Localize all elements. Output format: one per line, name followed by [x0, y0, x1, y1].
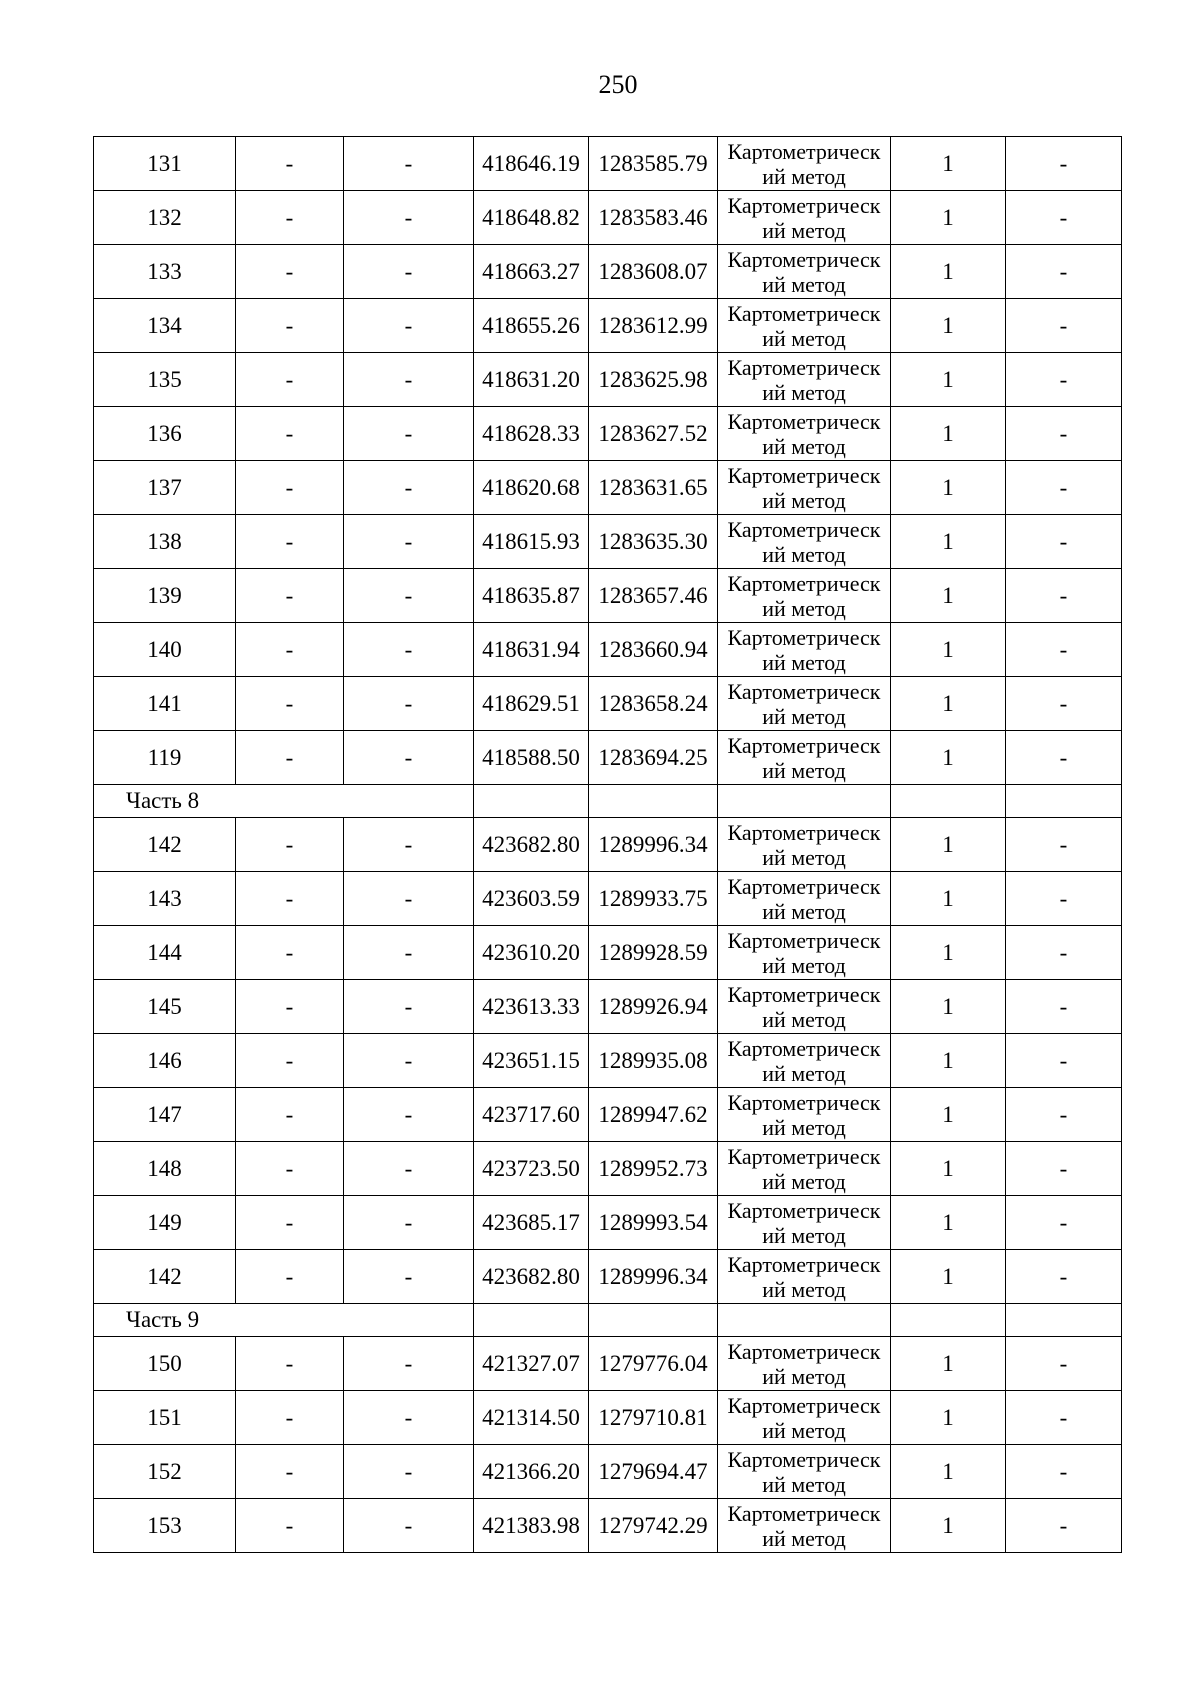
method-line-1: Картометрическ [727, 1089, 881, 1115]
dash-cell: - [236, 1196, 344, 1250]
x-coordinate-cell: 421327.07 [474, 1337, 589, 1391]
method-line-2: ий метод [762, 271, 846, 297]
x-coordinate-cell: 423651.15 [474, 1034, 589, 1088]
accuracy-cell: 1 [891, 926, 1006, 980]
dash-cell: - [236, 407, 344, 461]
dash-cell: - [1006, 191, 1122, 245]
dash-cell: - [1006, 1088, 1122, 1142]
empty-cell [1006, 1304, 1122, 1337]
accuracy-cell: 1 [891, 299, 1006, 353]
y-coordinate-cell: 1279694.47 [589, 1445, 718, 1499]
table-row [94, 407, 1122, 461]
table-row [94, 1391, 1122, 1445]
table-row [94, 926, 1122, 980]
dash-cell: - [344, 731, 474, 785]
dash-cell: - [236, 461, 344, 515]
x-coordinate-cell: 418620.68 [474, 461, 589, 515]
part-label: Часть 8 [94, 785, 474, 818]
dash-cell: - [344, 1250, 474, 1304]
method-line-2: ий метод [762, 703, 846, 729]
part-label: Часть 9 [94, 1304, 474, 1337]
dash-cell: - [1006, 1337, 1122, 1391]
method-cell [718, 926, 891, 980]
accuracy-cell: 1 [891, 137, 1006, 191]
x-coordinate-cell: 423717.60 [474, 1088, 589, 1142]
x-coordinate-cell: 423685.17 [474, 1196, 589, 1250]
point-number-cell: 152 [94, 1445, 236, 1499]
x-coordinate-cell: 418648.82 [474, 191, 589, 245]
method-line-1: Картометрическ [727, 1251, 881, 1277]
table-row [94, 731, 1122, 785]
point-number-cell: 119 [94, 731, 236, 785]
accuracy-cell: 1 [891, 1034, 1006, 1088]
method-line-1: Картометрическ [727, 624, 881, 650]
dash-cell: - [236, 299, 344, 353]
dash-cell: - [236, 623, 344, 677]
dash-cell: - [1006, 299, 1122, 353]
method-line-1: Картометрическ [727, 408, 881, 434]
method-cell [718, 461, 891, 515]
x-coordinate-cell: 421383.98 [474, 1499, 589, 1553]
dash-cell: - [344, 137, 474, 191]
x-coordinate-cell: 418629.51 [474, 677, 589, 731]
method-cell [718, 191, 891, 245]
table-row [94, 980, 1122, 1034]
dash-cell: - [1006, 1499, 1122, 1553]
method-line-2: ий метод [762, 1222, 846, 1248]
table-row [94, 137, 1122, 191]
method-line-1: Картометрическ [727, 1035, 881, 1061]
dash-cell: - [1006, 461, 1122, 515]
y-coordinate-cell: 1279776.04 [589, 1337, 718, 1391]
dash-cell: - [236, 137, 344, 191]
y-coordinate-cell: 1279710.81 [589, 1391, 718, 1445]
dash-cell: - [344, 569, 474, 623]
method-line-2: ий метод [762, 649, 846, 675]
accuracy-cell: 1 [891, 1391, 1006, 1445]
dash-cell: - [344, 1445, 474, 1499]
method-line-2: ий метод [762, 1114, 846, 1140]
accuracy-cell: 1 [891, 872, 1006, 926]
y-coordinate-cell: 1289947.62 [589, 1088, 718, 1142]
point-number-cell: 131 [94, 137, 236, 191]
method-cell [718, 1250, 891, 1304]
y-coordinate-cell: 1283657.46 [589, 569, 718, 623]
x-coordinate-cell: 423603.59 [474, 872, 589, 926]
method-line-1: Картометрическ [727, 1500, 881, 1526]
x-coordinate-cell: 418635.87 [474, 569, 589, 623]
method-line-1: Картометрическ [727, 1143, 881, 1169]
dash-cell: - [236, 1337, 344, 1391]
dash-cell: - [344, 353, 474, 407]
empty-cell [891, 785, 1006, 818]
method-line-2: ий метод [762, 898, 846, 924]
empty-cell [474, 1304, 589, 1337]
accuracy-cell: 1 [891, 731, 1006, 785]
dash-cell: - [1006, 569, 1122, 623]
table-row [94, 623, 1122, 677]
y-coordinate-cell: 1289933.75 [589, 872, 718, 926]
table-row [94, 569, 1122, 623]
y-coordinate-cell: 1283694.25 [589, 731, 718, 785]
method-line-2: ий метод [762, 487, 846, 513]
y-coordinate-cell: 1289993.54 [589, 1196, 718, 1250]
y-coordinate-cell: 1283627.52 [589, 407, 718, 461]
dash-cell: - [236, 1499, 344, 1553]
point-number-cell: 138 [94, 515, 236, 569]
method-line-2: ий метод [762, 595, 846, 621]
point-number-cell: 148 [94, 1142, 236, 1196]
table-row [94, 1337, 1122, 1391]
dash-cell: - [1006, 677, 1122, 731]
table-row [94, 299, 1122, 353]
dash-cell: - [236, 818, 344, 872]
accuracy-cell: 1 [891, 818, 1006, 872]
dash-cell: - [236, 731, 344, 785]
method-cell [718, 872, 891, 926]
empty-cell [474, 785, 589, 818]
method-line-1: Картометрическ [727, 300, 881, 326]
dash-cell: - [344, 818, 474, 872]
method-cell [718, 245, 891, 299]
dash-cell: - [1006, 515, 1122, 569]
point-number-cell: 146 [94, 1034, 236, 1088]
table-row [94, 1142, 1122, 1196]
table-row [94, 1196, 1122, 1250]
y-coordinate-cell: 1283585.79 [589, 137, 718, 191]
x-coordinate-cell: 423682.80 [474, 818, 589, 872]
table-row [94, 353, 1122, 407]
method-line-1: Картометрическ [727, 873, 881, 899]
accuracy-cell: 1 [891, 1499, 1006, 1553]
method-line-2: ий метод [762, 952, 846, 978]
method-cell [718, 623, 891, 677]
y-coordinate-cell: 1283583.46 [589, 191, 718, 245]
method-line-2: ий метод [762, 1168, 846, 1194]
point-number-cell: 137 [94, 461, 236, 515]
x-coordinate-cell: 418663.27 [474, 245, 589, 299]
empty-cell [589, 785, 718, 818]
dash-cell: - [236, 980, 344, 1034]
method-line-1: Картометрическ [727, 678, 881, 704]
method-cell [718, 1337, 891, 1391]
accuracy-cell: 1 [891, 1088, 1006, 1142]
method-cell [718, 1445, 891, 1499]
dash-cell: - [1006, 1250, 1122, 1304]
empty-cell [1006, 785, 1122, 818]
accuracy-cell: 1 [891, 1250, 1006, 1304]
dash-cell: - [344, 299, 474, 353]
dash-cell: - [1006, 872, 1122, 926]
x-coordinate-cell: 418631.94 [474, 623, 589, 677]
method-line-1: Картометрическ [727, 138, 881, 164]
x-coordinate-cell: 423682.80 [474, 1250, 589, 1304]
dash-cell: - [344, 245, 474, 299]
x-coordinate-cell: 418655.26 [474, 299, 589, 353]
table-row [94, 1445, 1122, 1499]
dash-cell: - [344, 872, 474, 926]
table-row [94, 872, 1122, 926]
point-number-cell: 143 [94, 872, 236, 926]
coordinates-table [93, 136, 1122, 1553]
y-coordinate-cell: 1289928.59 [589, 926, 718, 980]
dash-cell: - [1006, 1142, 1122, 1196]
accuracy-cell: 1 [891, 407, 1006, 461]
y-coordinate-cell: 1283635.30 [589, 515, 718, 569]
empty-cell [589, 1304, 718, 1337]
y-coordinate-cell: 1283625.98 [589, 353, 718, 407]
accuracy-cell: 1 [891, 515, 1006, 569]
table-row [94, 461, 1122, 515]
method-line-1: Картометрическ [727, 1392, 881, 1418]
dash-cell: - [344, 1088, 474, 1142]
y-coordinate-cell: 1283631.65 [589, 461, 718, 515]
method-line-2: ий метод [762, 1006, 846, 1032]
table-row [94, 191, 1122, 245]
method-line-2: ий метод [762, 379, 846, 405]
method-line-1: Картометрическ [727, 927, 881, 953]
method-line-1: Картометрическ [727, 981, 881, 1007]
dash-cell: - [344, 623, 474, 677]
part-header-row [94, 1304, 1122, 1337]
method-cell [718, 353, 891, 407]
dash-cell: - [236, 245, 344, 299]
table-row [94, 1088, 1122, 1142]
dash-cell: - [1006, 137, 1122, 191]
method-line-2: ий метод [762, 1363, 846, 1389]
dash-cell: - [344, 1034, 474, 1088]
method-line-1: Картометрическ [727, 1338, 881, 1364]
method-line-2: ий метод [762, 1471, 846, 1497]
method-line-2: ий метод [762, 844, 846, 870]
method-line-1: Картометрическ [727, 516, 881, 542]
dash-cell: - [344, 677, 474, 731]
dash-cell: - [236, 1142, 344, 1196]
dash-cell: - [236, 353, 344, 407]
method-cell [718, 980, 891, 1034]
method-cell [718, 1142, 891, 1196]
dash-cell: - [236, 926, 344, 980]
table-row [94, 245, 1122, 299]
table-row [94, 1499, 1122, 1553]
dash-cell: - [1006, 1445, 1122, 1499]
dash-cell: - [236, 569, 344, 623]
accuracy-cell: 1 [891, 1445, 1006, 1499]
method-line-1: Картометрическ [727, 354, 881, 380]
method-line-1: Картометрическ [727, 246, 881, 272]
x-coordinate-cell: 418631.20 [474, 353, 589, 407]
point-number-cell: 132 [94, 191, 236, 245]
x-coordinate-cell: 418615.93 [474, 515, 589, 569]
method-cell [718, 515, 891, 569]
accuracy-cell: 1 [891, 677, 1006, 731]
point-number-cell: 150 [94, 1337, 236, 1391]
x-coordinate-cell: 423610.20 [474, 926, 589, 980]
dash-cell: - [344, 980, 474, 1034]
method-line-2: ий метод [762, 325, 846, 351]
accuracy-cell: 1 [891, 191, 1006, 245]
dash-cell: - [236, 191, 344, 245]
dash-cell: - [1006, 731, 1122, 785]
method-line-2: ий метод [762, 1417, 846, 1443]
point-number-cell: 145 [94, 980, 236, 1034]
dash-cell: - [236, 1391, 344, 1445]
method-line-1: Картометрическ [727, 462, 881, 488]
method-cell [718, 1391, 891, 1445]
point-number-cell: 133 [94, 245, 236, 299]
table-row [94, 677, 1122, 731]
dash-cell: - [344, 926, 474, 980]
empty-cell [718, 1304, 891, 1337]
x-coordinate-cell: 418588.50 [474, 731, 589, 785]
y-coordinate-cell: 1283612.99 [589, 299, 718, 353]
dash-cell: - [1006, 818, 1122, 872]
dash-cell: - [236, 677, 344, 731]
x-coordinate-cell: 421366.20 [474, 1445, 589, 1499]
method-cell [718, 299, 891, 353]
point-number-cell: 139 [94, 569, 236, 623]
y-coordinate-cell: 1289952.73 [589, 1142, 718, 1196]
method-cell [718, 731, 891, 785]
x-coordinate-cell: 418628.33 [474, 407, 589, 461]
y-coordinate-cell: 1289935.08 [589, 1034, 718, 1088]
coordinates-table-body [94, 137, 1122, 1553]
y-coordinate-cell: 1289996.34 [589, 1250, 718, 1304]
accuracy-cell: 1 [891, 353, 1006, 407]
point-number-cell: 135 [94, 353, 236, 407]
point-number-cell: 142 [94, 818, 236, 872]
dash-cell: - [236, 515, 344, 569]
method-line-1: Картометрическ [727, 1446, 881, 1472]
method-cell [718, 569, 891, 623]
accuracy-cell: 1 [891, 245, 1006, 299]
method-line-2: ий метод [762, 1060, 846, 1086]
point-number-cell: 134 [94, 299, 236, 353]
point-number-cell: 153 [94, 1499, 236, 1553]
method-line-1: Картометрическ [727, 570, 881, 596]
y-coordinate-cell: 1289926.94 [589, 980, 718, 1034]
dash-cell: - [344, 407, 474, 461]
point-number-cell: 141 [94, 677, 236, 731]
point-number-cell: 149 [94, 1196, 236, 1250]
method-cell [718, 818, 891, 872]
dash-cell: - [344, 515, 474, 569]
x-coordinate-cell: 421314.50 [474, 1391, 589, 1445]
x-coordinate-cell: 423723.50 [474, 1142, 589, 1196]
dash-cell: - [344, 191, 474, 245]
method-line-2: ий метод [762, 1525, 846, 1551]
method-line-2: ий метод [762, 217, 846, 243]
method-line-2: ий метод [762, 541, 846, 567]
table-row [94, 1034, 1122, 1088]
method-cell [718, 1499, 891, 1553]
dash-cell: - [1006, 245, 1122, 299]
dash-cell: - [1006, 1034, 1122, 1088]
point-number-cell: 140 [94, 623, 236, 677]
dash-cell: - [236, 1034, 344, 1088]
dash-cell: - [1006, 926, 1122, 980]
method-cell [718, 137, 891, 191]
table-row [94, 818, 1122, 872]
method-line-2: ий метод [762, 163, 846, 189]
y-coordinate-cell: 1283658.24 [589, 677, 718, 731]
point-number-cell: 136 [94, 407, 236, 461]
accuracy-cell: 1 [891, 623, 1006, 677]
accuracy-cell: 1 [891, 569, 1006, 623]
dash-cell: - [1006, 1196, 1122, 1250]
dash-cell: - [344, 1142, 474, 1196]
method-line-1: Картометрическ [727, 1197, 881, 1223]
accuracy-cell: 1 [891, 980, 1006, 1034]
method-cell [718, 1196, 891, 1250]
dash-cell: - [236, 1250, 344, 1304]
method-cell [718, 1088, 891, 1142]
dash-cell: - [344, 461, 474, 515]
dash-cell: - [344, 1337, 474, 1391]
method-line-2: ий метод [762, 433, 846, 459]
table-row [94, 1250, 1122, 1304]
method-cell [718, 1034, 891, 1088]
y-coordinate-cell: 1283660.94 [589, 623, 718, 677]
accuracy-cell: 1 [891, 1196, 1006, 1250]
method-line-1: Картометрическ [727, 732, 881, 758]
dash-cell: - [1006, 353, 1122, 407]
point-number-cell: 144 [94, 926, 236, 980]
y-coordinate-cell: 1289996.34 [589, 818, 718, 872]
page-number: 250 [598, 70, 638, 99]
accuracy-cell: 1 [891, 1337, 1006, 1391]
method-line-2: ий метод [762, 757, 846, 783]
dash-cell: - [344, 1391, 474, 1445]
empty-cell [718, 785, 891, 818]
method-cell [718, 677, 891, 731]
part-header-row [94, 785, 1122, 818]
method-line-2: ий метод [762, 1276, 846, 1302]
x-coordinate-cell: 423613.33 [474, 980, 589, 1034]
point-number-cell: 142 [94, 1250, 236, 1304]
accuracy-cell: 1 [891, 461, 1006, 515]
method-line-1: Картометрическ [727, 192, 881, 218]
method-line-1: Картометрическ [727, 819, 881, 845]
method-cell [718, 407, 891, 461]
point-number-cell: 151 [94, 1391, 236, 1445]
x-coordinate-cell: 418646.19 [474, 137, 589, 191]
dash-cell: - [1006, 980, 1122, 1034]
dash-cell: - [236, 872, 344, 926]
dash-cell: - [344, 1499, 474, 1553]
table-row [94, 515, 1122, 569]
dash-cell: - [236, 1088, 344, 1142]
y-coordinate-cell: 1283608.07 [589, 245, 718, 299]
dash-cell: - [1006, 407, 1122, 461]
accuracy-cell: 1 [891, 1142, 1006, 1196]
dash-cell: - [344, 1196, 474, 1250]
empty-cell [891, 1304, 1006, 1337]
dash-cell: - [236, 1445, 344, 1499]
dash-cell: - [1006, 623, 1122, 677]
point-number-cell: 147 [94, 1088, 236, 1142]
dash-cell: - [1006, 1391, 1122, 1445]
y-coordinate-cell: 1279742.29 [589, 1499, 718, 1553]
